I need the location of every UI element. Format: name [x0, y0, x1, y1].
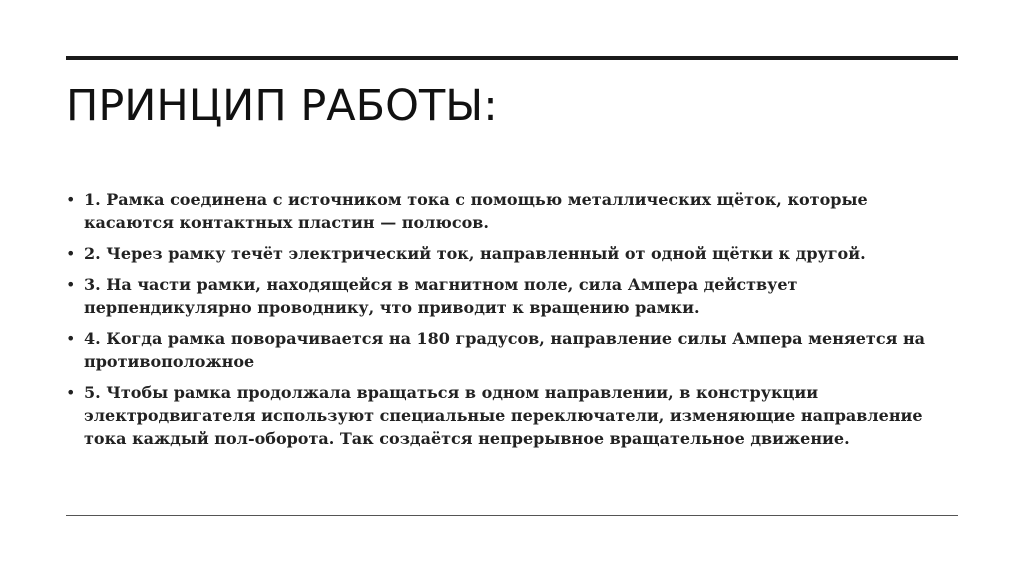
list-item [66, 381, 946, 450]
bullet-icon: • [66, 383, 76, 402]
list-item [66, 242, 946, 265]
slide-title: ПРИНЦИП РАБОТЫ: [66, 81, 498, 131]
top-divider [66, 56, 958, 60]
list-item [66, 188, 946, 234]
list-item-text: 4. Когда рамка поворачивается на 180 градусов, направление силы Ампера меняется на противоположное [84, 329, 926, 371]
list-item [66, 273, 946, 319]
bottom-divider [66, 515, 958, 516]
list-item-text: 1. Рамка соединена с источником тока с помощью металлических щёток, которые касаются контактных пластин — полюсов. [84, 190, 868, 232]
list-item-text: 2. Через рамку течёт электрический ток, направленный от одной щётки к другой. [84, 244, 866, 263]
bullet-icon: • [66, 244, 76, 263]
bullet-list [66, 188, 946, 458]
list-item-text: 5. Чтобы рамка продолжала вращаться в одном направлении, в конструкции электродвигателя используют специальные переключатели, изменяющие направление тока каждый пол-оборота. Так создаётся непрерывное вращательное движение. [84, 383, 923, 448]
bullet-icon: • [66, 329, 76, 348]
list-item-text: 3. На части рамки, находящейся в магнитном поле, сила Ампера действует перпендикулярно проводнику, что приводит к вращению рамки. [84, 275, 798, 317]
list-item [66, 327, 946, 373]
bullet-icon: • [66, 190, 76, 209]
bullet-icon: • [66, 275, 76, 294]
